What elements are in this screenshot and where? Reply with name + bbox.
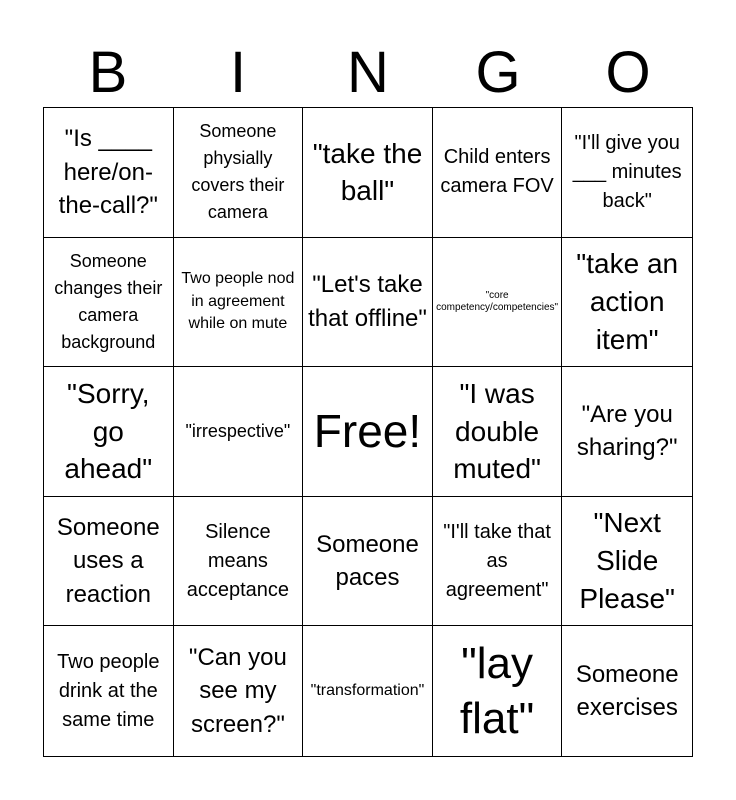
cell-label: "transformation" bbox=[310, 682, 425, 699]
bingo-cell[interactable] bbox=[562, 497, 692, 627]
bingo-cell[interactable] bbox=[174, 497, 304, 627]
cell-label: Someone physially covers their camera bbox=[191, 121, 285, 223]
cell-label: "lay flat" bbox=[459, 639, 535, 744]
bingo-cell[interactable] bbox=[303, 497, 433, 627]
bingo-cell[interactable] bbox=[433, 367, 563, 497]
header-letter-o: O bbox=[605, 40, 651, 105]
cell-label: Someone changes their camera background bbox=[54, 250, 163, 352]
cell-label: "Next Slide Please" bbox=[579, 507, 675, 614]
bingo-header bbox=[43, 40, 693, 106]
bingo-cell[interactable] bbox=[303, 238, 433, 368]
bingo-cell[interactable] bbox=[44, 108, 174, 238]
cell-label: Silence means acceptance bbox=[186, 520, 290, 601]
bingo-cell[interactable] bbox=[562, 108, 692, 238]
free-label: Free! bbox=[313, 405, 422, 458]
cell-label: Two people nod in agreement while on mute bbox=[181, 270, 295, 333]
bingo-cell[interactable] bbox=[174, 626, 304, 756]
cell-label: "Sorry, go ahead" bbox=[64, 377, 153, 485]
bingo-cell[interactable] bbox=[562, 238, 692, 368]
cell-label: Someone uses a reaction bbox=[56, 513, 160, 608]
cell-label: "Are you sharing?" bbox=[576, 400, 678, 462]
cell-label: "irrespective" bbox=[185, 420, 291, 441]
header-letter-n: N bbox=[347, 40, 389, 105]
cell-label: "Let's take that offline" bbox=[308, 271, 427, 332]
cell-label: "Can you see my screen?" bbox=[188, 643, 287, 738]
cell-label: "I'll give you ___ minutes back" bbox=[572, 131, 682, 212]
bingo-cell[interactable] bbox=[174, 108, 304, 238]
bingo-cell[interactable] bbox=[303, 626, 433, 756]
cell-label: Someone paces bbox=[316, 530, 419, 592]
bingo-cell[interactable] bbox=[174, 238, 304, 368]
cell-label: Two people drink at the same time bbox=[57, 650, 160, 731]
bingo-board bbox=[43, 107, 693, 757]
cell-label: Child enters camera FOV bbox=[440, 146, 554, 198]
cell-label: "take an action item" bbox=[576, 248, 679, 355]
cell-label: "I was double muted" bbox=[453, 377, 541, 485]
bingo-cell[interactable] bbox=[44, 497, 174, 627]
bingo-cell[interactable] bbox=[44, 238, 174, 368]
header-letter-b: B bbox=[88, 40, 128, 105]
header-letter-i: I bbox=[229, 40, 247, 105]
bingo-cell[interactable] bbox=[44, 367, 174, 497]
bingo-cell[interactable] bbox=[44, 626, 174, 756]
cell-label: "take the ball" bbox=[312, 137, 423, 207]
bingo-cell[interactable] bbox=[562, 626, 692, 756]
cell-label: "Is ____ here/on-the-call?" bbox=[58, 124, 158, 220]
bingo-cell[interactable] bbox=[433, 497, 563, 627]
bingo-cell[interactable] bbox=[303, 108, 433, 238]
header-letter-g: G bbox=[475, 40, 521, 105]
bingo-cell[interactable] bbox=[433, 626, 563, 756]
bingo-cell[interactable] bbox=[433, 238, 563, 368]
bingo-cell[interactable] bbox=[562, 367, 692, 497]
bingo-cell[interactable] bbox=[174, 367, 304, 497]
cell-label: Someone exercises bbox=[575, 660, 679, 722]
cell-label: "core competency/competencies" bbox=[436, 290, 559, 313]
cell-label: "I'll take that as agreement" bbox=[443, 520, 551, 601]
bingo-cell[interactable] bbox=[433, 108, 563, 238]
free-cell[interactable] bbox=[303, 367, 433, 497]
